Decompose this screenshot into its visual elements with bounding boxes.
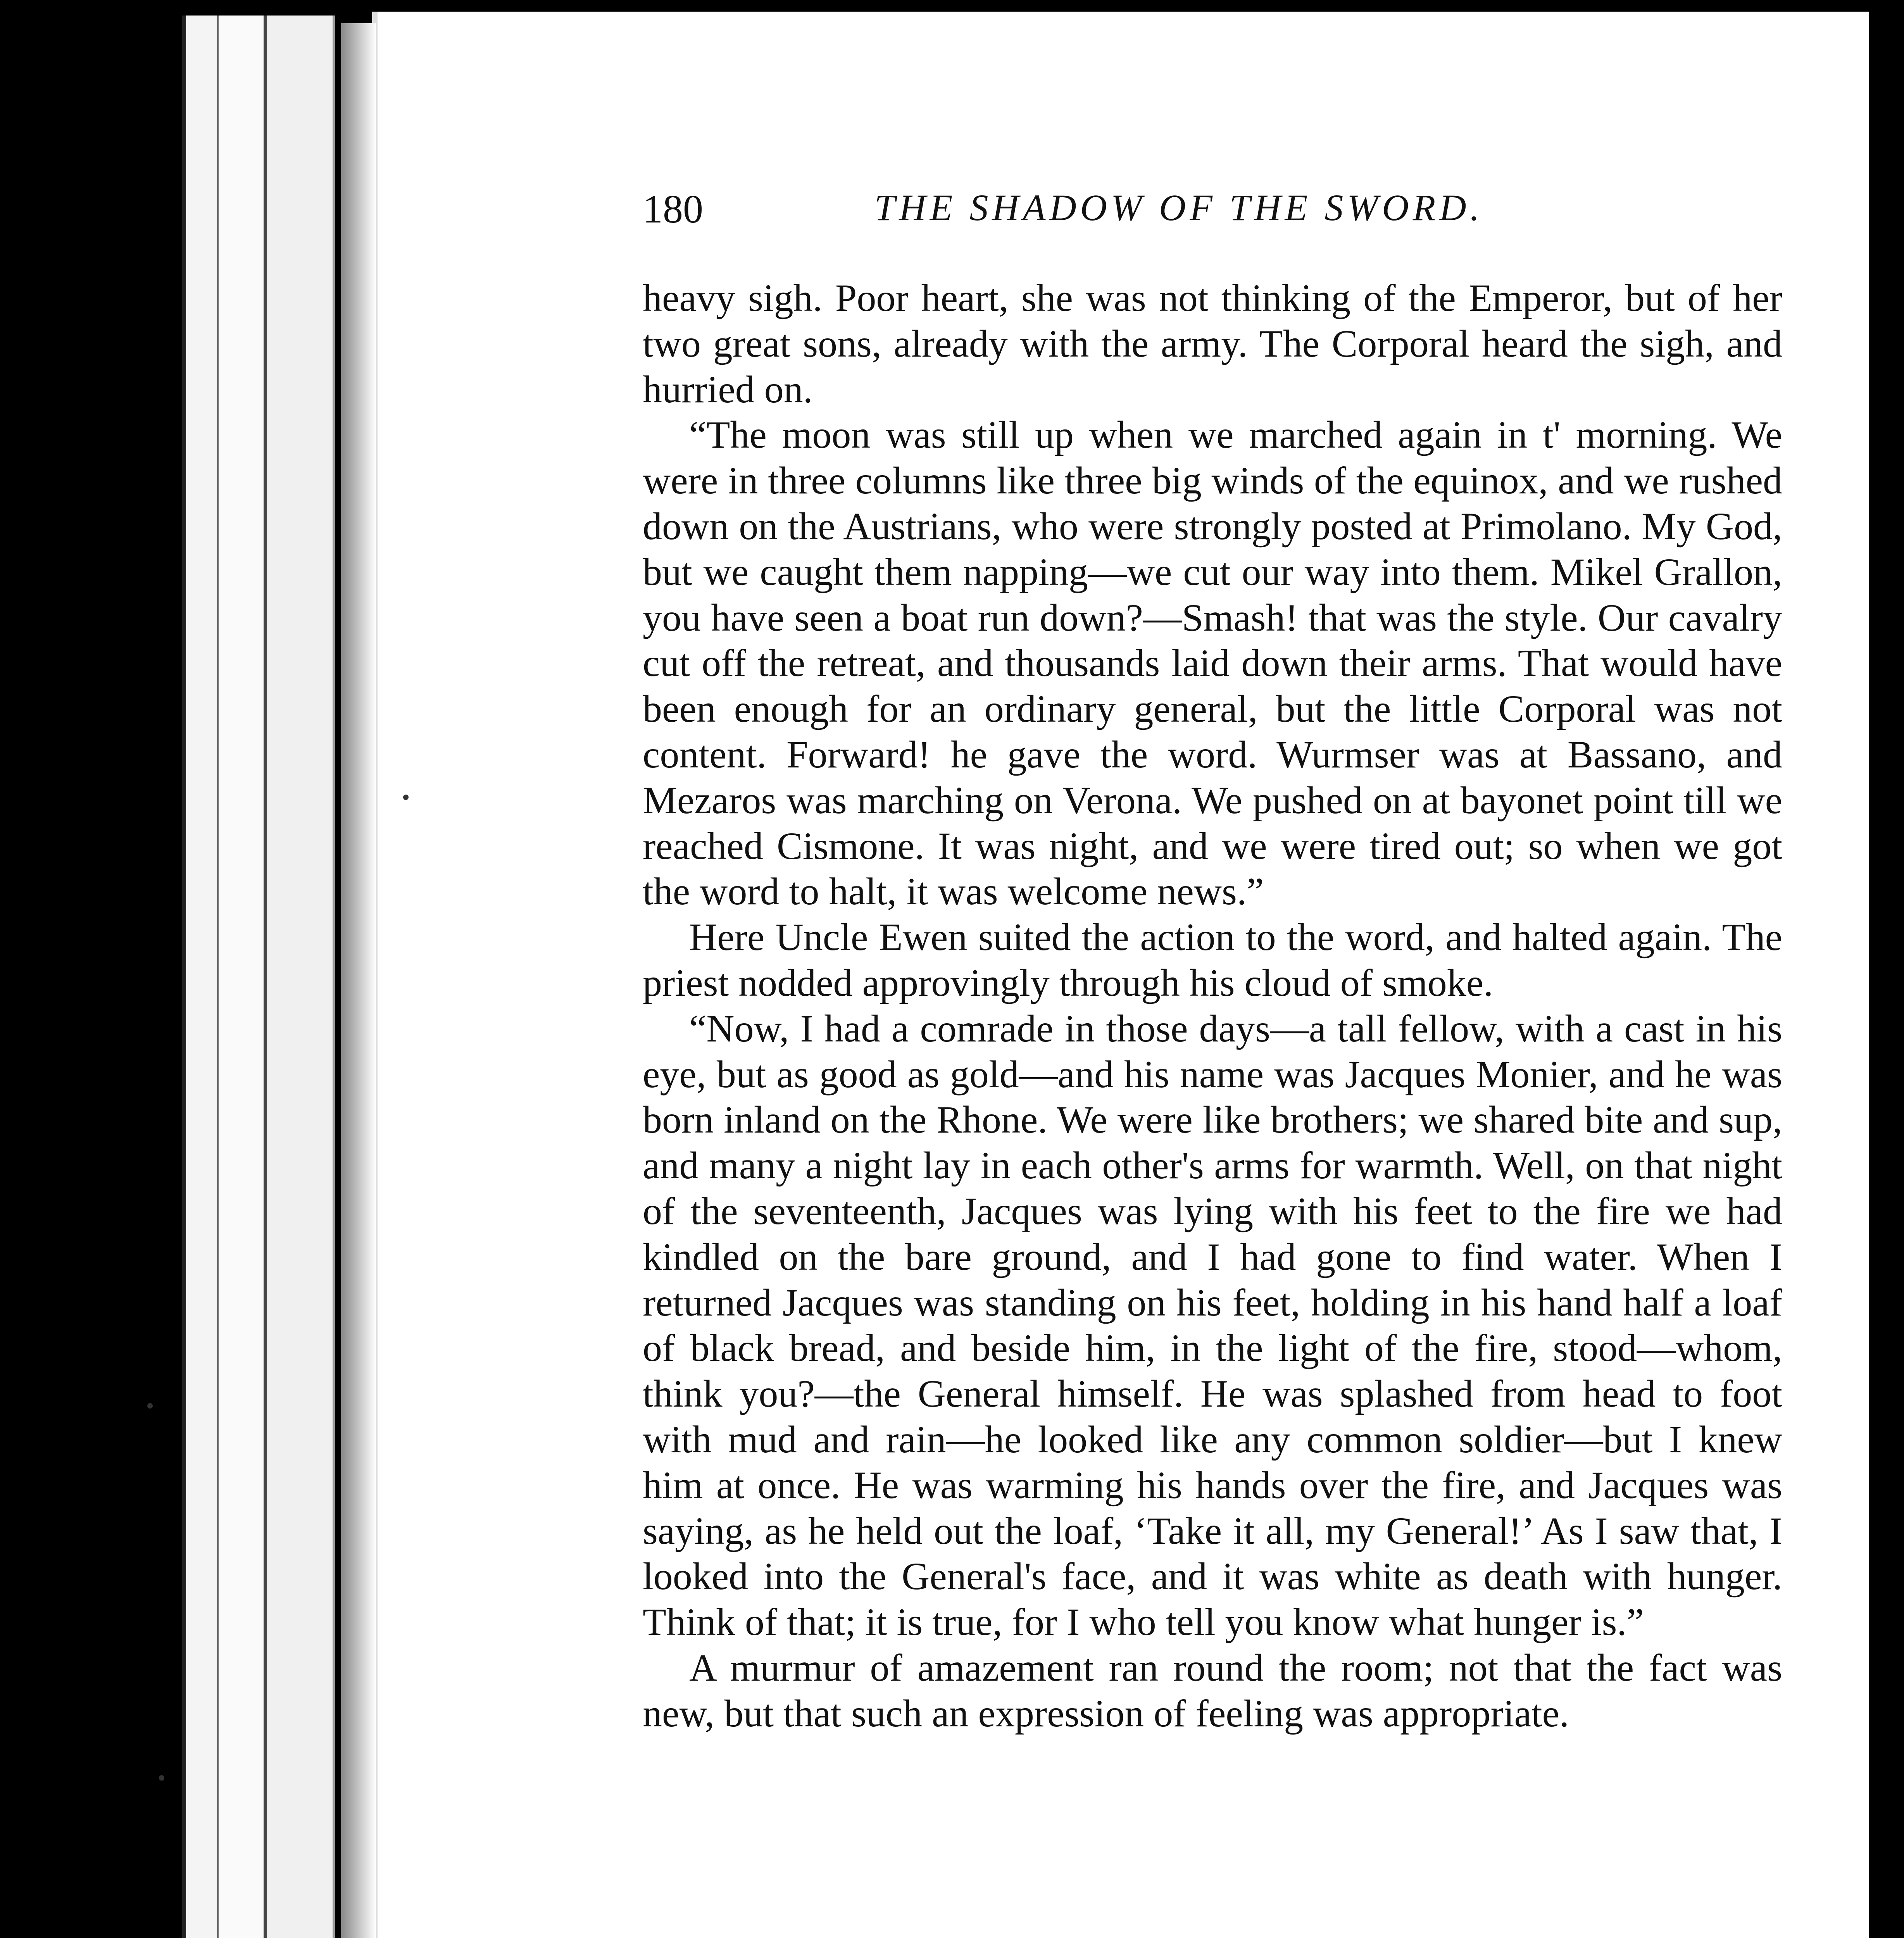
paragraph: heavy sigh. Poor heart, she was not thinking of the Emperor, but of her two great sons, already with the army. The Corporal heard the sigh, and hurried on. bbox=[643, 276, 1782, 411]
page-edge bbox=[264, 16, 335, 1938]
paragraph: A murmur of amazement ran round the room; not that the fact was new, but that such an expression of feeling was appropriate. bbox=[643, 1646, 1782, 1735]
running-title: THE SHADOW OF THE SWORD. bbox=[874, 187, 1483, 228]
dust-speck bbox=[403, 795, 409, 800]
page-right-shadow bbox=[1869, 0, 1904, 1938]
running-head bbox=[643, 182, 1534, 240]
dust-speck bbox=[159, 1775, 164, 1781]
paragraph: “The moon was still up when we marched again in t' morning. We were in three columns like three big winds of the equinox, and we rushed down on the Austrians, who were strongly posted at Primolano. My God, but we caught them napping—we cut our way into them. Mikel Grallon, you have seen a boat run down?—Smash! that was the style. Our cavalry cut off the retreat, and thousands laid down their arms. That would have been enough for an ordinary general, but the little Corporal was not content. Forward! he gave the word. Wurmser was at Bassano, and Mezaros was marching on Verona. We pushed on at bayonet point till we reached Cismone. It was night, and we were tired out; so when we got the word to halt, it was welcome news.” bbox=[643, 413, 1782, 913]
paragraph: Here Uncle Ewen suited the action to the word, and halted again. The priest nodded approvingly through his cloud of smoke. bbox=[643, 916, 1782, 1004]
page-number: 180 bbox=[643, 187, 703, 231]
body-text bbox=[643, 275, 1782, 1736]
dust-speck bbox=[147, 1403, 153, 1409]
page-gutter-shadow bbox=[341, 23, 376, 1938]
paragraph: “Now, I had a comrade in those days—a tall fellow, with a cast in his eye, but as good as gold—and his name was Jacques Monier, and he was born inland on the Rhone. We were like brothers; we shared bite and sup, and many a night lay in each other's arms for warmth. Well, on that night of the seventeenth, Jacques was lying with his feet to the fire we had kindled on the bare ground, and I had gone to find water. When I returned Jacques was standing on his feet, holding in his hand half a loaf of black bread, and beside him, in the light of the fire, stood—whom, think you?—the General himself. He was splashed from head to foot with mud and rain—he looked like any common soldier—but I knew him at once. He was warming his hands over the fire, and Jacques was saying, as he held out the loaf, ‘Take it all, my General!’ As I saw that, I looked into the General's face, and it was white as death with hunger. Think of that; it is true, for I who tell you know what hunger is.” bbox=[643, 1007, 1782, 1644]
